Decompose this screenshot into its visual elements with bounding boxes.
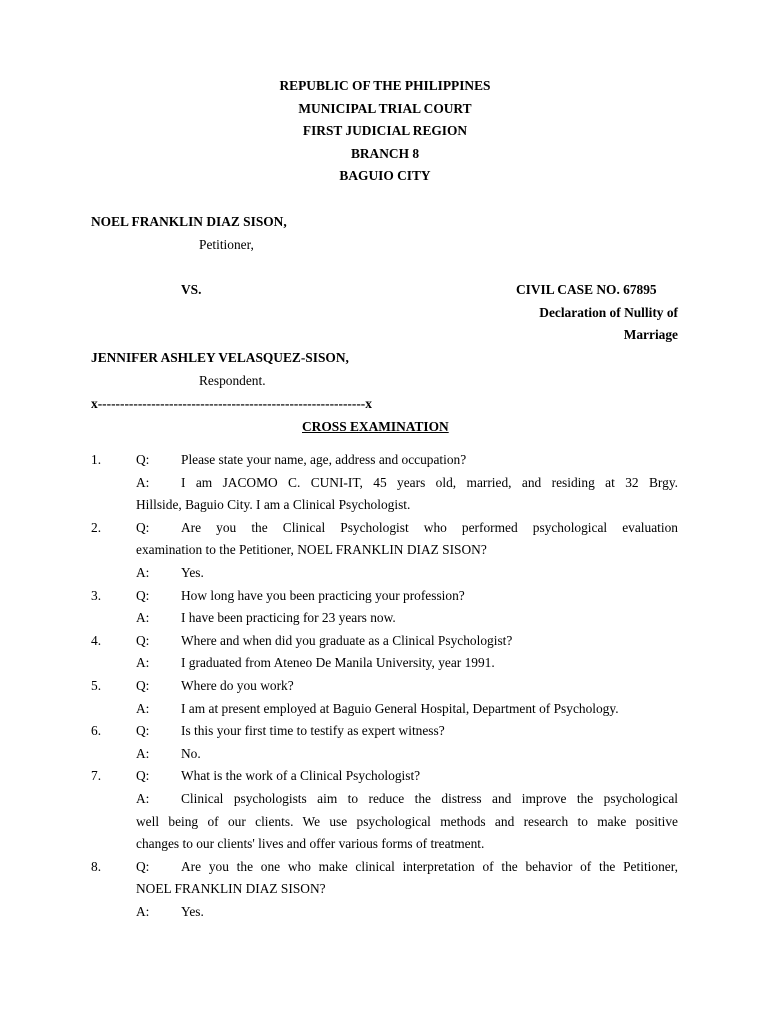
- question-label: Q:: [136, 452, 150, 467]
- question-row: [91, 517, 678, 540]
- question-row: [91, 630, 678, 653]
- question-label: Q:: [136, 723, 150, 739]
- petitioner-name: NOEL FRANKLIN DIAZ SISON,: [91, 214, 287, 229]
- header-line-republic: REPUBLIC OF THE PHILIPPINES: [279, 78, 491, 93]
- answer-text: Yes.: [181, 564, 204, 580]
- question-text: Are you the Clinical Psychologist who performed psychological evaluation: [181, 519, 678, 535]
- answer-label: A:: [136, 610, 150, 626]
- document-title: CROSS EXAMINATION: [302, 419, 449, 434]
- qa-item: [91, 517, 678, 585]
- case-title-line-1: Declaration of Nullity of: [539, 305, 678, 320]
- answer-text: I graduated from Ateneo De Manila University, year 1991.: [181, 655, 495, 671]
- item-number: 6.: [91, 723, 102, 739]
- answer-label: A:: [136, 474, 150, 490]
- question-text: Please state your name, age, address and occupation?: [181, 452, 467, 467]
- answer-text: I am at present employed at Baguio General Hospital, Department of Psychology.: [181, 700, 619, 716]
- question-label: Q:: [136, 768, 150, 784]
- case-title-line-2: Marriage: [623, 327, 678, 342]
- answer-label: A:: [136, 790, 150, 806]
- question-row: [91, 585, 678, 608]
- qa-list: [91, 449, 678, 923]
- question-text: What is the work of a Clinical Psychologist?: [181, 768, 421, 784]
- answer-label: A:: [136, 655, 150, 671]
- question-text: Is this your first time to testify as expert witness?: [181, 723, 445, 739]
- item-number: 2.: [91, 519, 102, 535]
- qa-item: [91, 630, 678, 675]
- answer-label: A:: [136, 745, 150, 761]
- question-label: Q:: [136, 632, 150, 648]
- answer-label: A:: [136, 564, 150, 580]
- qa-item: [91, 449, 678, 517]
- item-number: 5.: [91, 677, 102, 693]
- qa-item: [91, 585, 678, 630]
- answer-block: [91, 652, 678, 675]
- item-number: 7.: [91, 768, 102, 784]
- answer-block: [91, 562, 678, 585]
- question-label: Q:: [136, 587, 150, 603]
- answer-block: [91, 743, 678, 766]
- answer-label: A:: [136, 700, 150, 716]
- qa-item: [91, 675, 678, 720]
- header-line-branch: BRANCH 8: [350, 145, 420, 161]
- answer-block: [91, 901, 678, 924]
- answer-text: I am JACOMO C. CUNI-IT, 45 years old, married, and residing at 32 Brgy.: [181, 474, 678, 490]
- item-number: 4.: [91, 632, 102, 648]
- question-row: [91, 765, 678, 788]
- answer-label: A:: [136, 903, 150, 919]
- question-row: [91, 675, 678, 698]
- petitioner-role: Petitioner,: [199, 237, 254, 252]
- question-row: [91, 449, 678, 472]
- question-label: Q:: [136, 858, 150, 874]
- item-number: 3.: [91, 587, 102, 603]
- court-header: [0, 75, 768, 188]
- answer-text: Clinical psychologists aim to reduce the distress and improve the psychological: [181, 790, 678, 806]
- answer-text: No.: [181, 745, 201, 761]
- answer-text: changes to our clients' lives and offer various forms of treatment.: [136, 836, 485, 852]
- question-text: Where and when did you graduate as a Clinical Psychologist?: [181, 632, 513, 648]
- qa-item: [91, 720, 678, 765]
- question-text: NOEL FRANKLIN DIAZ SISON?: [136, 881, 326, 897]
- respondent-name: JENNIFER ASHLEY VELASQUEZ-SISON,: [91, 350, 349, 365]
- question-label: Q:: [136, 677, 150, 693]
- answer-text: I have been practicing for 23 years now.: [181, 610, 396, 626]
- question-text: Where do you work?: [181, 677, 294, 693]
- respondent-role: Respondent.: [199, 373, 266, 388]
- header-line-court: MUNICIPAL TRIAL COURT: [298, 100, 472, 116]
- answer-block: [91, 788, 678, 856]
- answer-text: well being of our clients. We use psychological methods and research to make positive: [136, 813, 678, 829]
- item-number: 1.: [91, 452, 102, 467]
- question-text: Are you the one who make clinical interpretation of the behavior of the Petitioner,: [181, 858, 678, 874]
- case-number: CIVIL CASE NO. 67895: [516, 282, 657, 297]
- question-row: [91, 720, 678, 743]
- answer-block: [91, 607, 678, 630]
- question-text: examination to the Petitioner, NOEL FRANKLIN DIAZ SISON?: [136, 542, 487, 558]
- answer-text: Yes.: [181, 903, 204, 919]
- answer-text: Hillside, Baguio City. I am a Clinical Psychologist.: [136, 497, 411, 513]
- versus-label: VS.: [181, 282, 202, 297]
- caption-separator: x------------------------------------------------------------x: [91, 396, 372, 411]
- answer-block: [91, 698, 678, 721]
- header-line-region: FIRST JUDICIAL REGION: [302, 123, 468, 139]
- qa-item: [91, 765, 678, 855]
- question-label: Q:: [136, 519, 150, 535]
- item-number: 8.: [91, 858, 102, 874]
- question-text: How long have you been practicing your profession?: [181, 587, 465, 603]
- header-line-city: BAGUIO CITY: [339, 168, 431, 184]
- answer-block: [91, 472, 678, 517]
- qa-item: [91, 856, 678, 924]
- question-row: [91, 856, 678, 879]
